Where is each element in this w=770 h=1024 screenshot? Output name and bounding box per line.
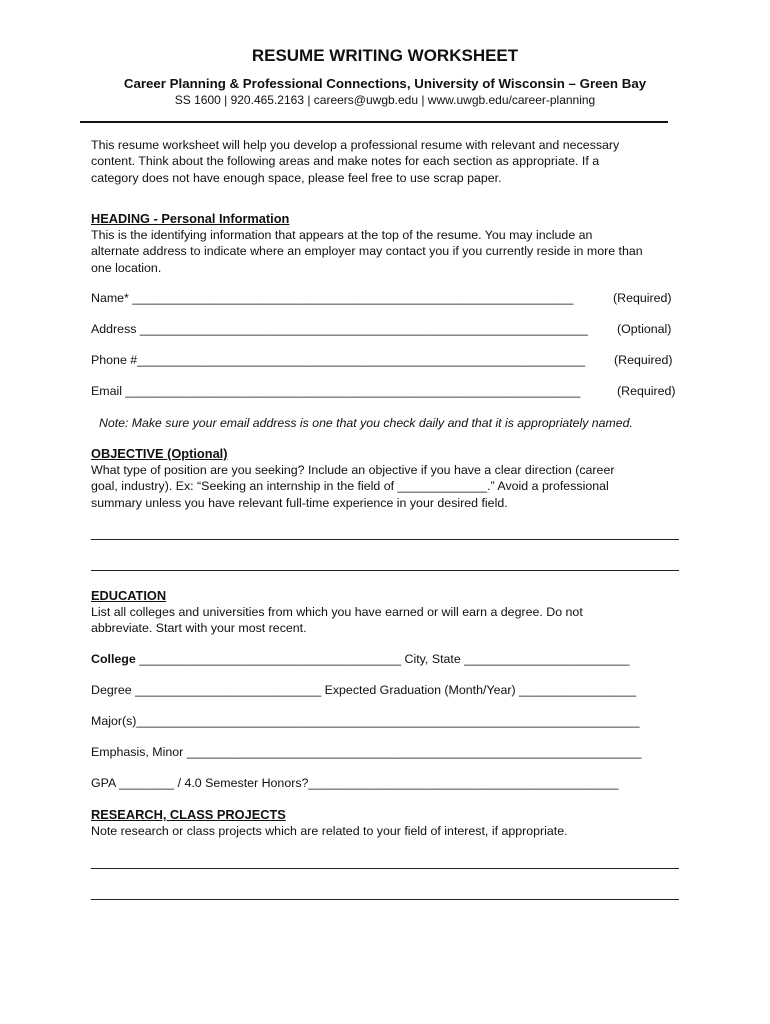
intro-paragraph xyxy=(91,137,691,186)
college-city-state-blanks: ______________________________________ City, State ________________________ xyxy=(135,652,630,666)
heading-description-line: This is the identifying information that appears at the top of the resume. You may include an xyxy=(91,228,593,242)
department-subtitle: Career Planning & Professional Connections, University of Wisconsin – Green Bay xyxy=(123,76,647,91)
header-divider xyxy=(80,121,668,123)
objective-description-line: summary unless you have relevant full-time experience in your desired field. xyxy=(91,495,508,510)
page-title: RESUME WRITING WORKSHEET xyxy=(251,46,519,65)
education-description-line: List all colleges and universities from which you have earned or will earn a degree. Do not xyxy=(91,605,583,619)
name-field[interactable]: Name* ________________________________________________________________ xyxy=(91,291,574,305)
heading-description xyxy=(91,227,691,276)
majors-field[interactable]: Major(s)_________________________________________________________________________ xyxy=(91,714,640,728)
objective-section-title: OBJECTIVE (Optional) xyxy=(91,446,228,461)
education-description-line: abbreviate. Start with your most recent. xyxy=(91,621,307,636)
phone-field[interactable]: Phone #_________________________________________________________________ xyxy=(91,353,586,367)
email-field[interactable]: Email __________________________________________________________________ xyxy=(91,384,581,398)
objective-answer-line[interactable] xyxy=(91,539,679,540)
education-description xyxy=(91,604,691,637)
address-field[interactable]: Address _________________________________________________________________ xyxy=(91,322,588,336)
phone-required-label: (Required) xyxy=(614,353,673,367)
research-answer-line[interactable] xyxy=(91,868,679,869)
gpa-honors-field[interactable]: GPA ________ / 4.0 Semester Honors?_____________________________________________ xyxy=(91,776,619,790)
degree-graduation-field[interactable]: Degree ___________________________ Expected Graduation (Month/Year) _________________ xyxy=(91,683,637,697)
college-label: College xyxy=(91,652,136,666)
objective-description-line: What type of position are you seeking? Include an objective if you have a clear direction (career xyxy=(91,463,615,477)
contact-line: SS 1600 | 920.465.2163 | careers@uwgb.edu | www.uwgb.edu/career-planning xyxy=(174,93,596,107)
objective-description xyxy=(91,462,691,511)
research-section-title: RESEARCH, CLASS PROJECTS xyxy=(91,807,286,822)
research-answer-line[interactable] xyxy=(91,899,679,900)
name-required-label: (Required) xyxy=(613,291,672,305)
objective-description-line: goal, industry). Ex: “Seeking an internship in the field of _____________.” Avoid a professional xyxy=(91,479,609,494)
education-section-title: EDUCATION xyxy=(91,588,167,603)
intro-line: This resume worksheet will help you develop a professional resume with relevant and necessary xyxy=(91,138,620,152)
email-note: Note: Make sure your email address is one that you check daily and that it is appropriately named. xyxy=(99,416,633,430)
research-description: Note research or class projects which are related to your field of interest, if appropriate. xyxy=(91,824,568,838)
college-city-state-field[interactable] xyxy=(91,652,630,666)
heading-section-title: HEADING - Personal Information xyxy=(91,211,290,226)
intro-line: category does not have enough space, please feel free to use scrap paper. xyxy=(91,170,502,185)
heading-description-line: alternate address to indicate where an employer may contact you if you currently reside in more than xyxy=(91,244,643,259)
heading-description-line: one location. xyxy=(91,260,162,275)
address-optional-label: (Optional) xyxy=(617,322,672,336)
email-required-label: (Required) xyxy=(617,384,676,398)
objective-answer-line[interactable] xyxy=(91,570,679,571)
intro-line: content. Think about the following areas and make notes for each section as appropriate. If a xyxy=(91,154,600,169)
emphasis-minor-field[interactable]: Emphasis, Minor __________________________________________________________________ xyxy=(91,745,642,759)
